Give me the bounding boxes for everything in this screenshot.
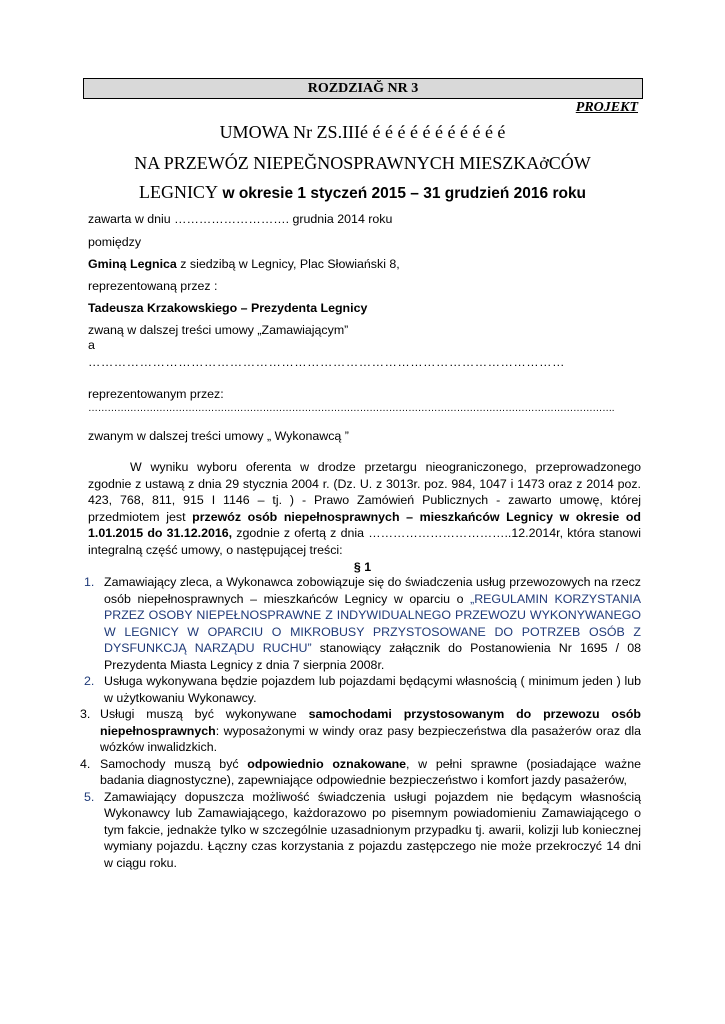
list-item xyxy=(84,673,641,706)
contract-subtitle: NA PRZEWÓZ NIEPEĞNOSPRAWNYCH MIESZKAởCÓW xyxy=(134,153,591,173)
list-item xyxy=(84,789,641,872)
representative-dots: ………………………………………………………………………………………………………………………………………………. xyxy=(88,403,615,414)
item-text-end: : wyposażonymi w windy oraz pasy bezpieczeństwa dla pasażerów oraz dla wózków inwalidzkich. xyxy=(100,723,641,754)
item-text: Zamawiający dopuszcza możliwość świadczenia usługi pojazdem nie będącym własnością Wykonawcy lub Zamawiającego, każdorazowo po pisemnym powiadomieniu Zamawiającego o tym fakcie, jednakże tylko w szczególnie uzasadnionym przypadku tj. awarii, kolizji lub koniecznej wymiany pojazdu. Łączny czas korzystania z pojazdu zastępczego nie może przekroczyć 14 dni w ciągu roku. xyxy=(104,789,641,870)
contract-title: UMOWA Nr ZS.IIIé é é é é é é é é é é é xyxy=(219,122,506,142)
list-item xyxy=(84,574,641,673)
intro-text-1: W wyniku wyboru oferenta w drodze przetargu nieograniczonego, przeprowadzonego zgodnie z ustawą z dnia 29 stycznia 2004 r. (Dz. U. z 3013r. poz. 984, 1047 i 1473 oraz z 2014 poz. 423, 768, 811, 915 I 1146 – tj. ) - Prawo Zamówień Publicznych - zawarto umowę, której przedmiotem jest xyxy=(88,460,641,524)
section-heading: § 1 xyxy=(353,560,372,574)
item-text: Zamawiający zleca, a Wykonawca zobowiązuje się do świadczenia usług przewozowych na rzecz osób niepełnosprawnych – mieszkańców Legnicy w oparciu o xyxy=(104,575,641,606)
chapter-header: ROZDZIAĞ NR 3 xyxy=(83,78,643,99)
item-number: 2. xyxy=(84,674,95,688)
list-item xyxy=(80,706,641,756)
intro-paragraph xyxy=(88,459,641,558)
intro-subject: przewóz osób niepełnosprawnych – mieszkańców Legnicy w okresie od 1.01.2015 do 31.12.2016, xyxy=(88,509,641,540)
item-text: Samochody muszą być xyxy=(100,756,248,771)
item-number: 1. xyxy=(84,575,95,589)
regulation-title: „REGULAMIN KORZYSTANIA PRZEZ OSOBY NIEPEŁNOSPRAWNE Z INDYWIDUALNEGO PRZEWOZU WYKONYWANEGO W LEGNICY W OPARCIU O MIKROBUSY PRZYSTOSOWANE DO POTRZEB OSÓB Z DYSFUNKCJĄ NARZĄDU RUCHU” xyxy=(104,591,641,655)
period-dates: w okresie 1 styczeń 2015 – 31 grudzień 2016 roku xyxy=(222,185,587,202)
intro-text-2: zgodnie z ofertą z dnia ……………………………..12.2014r, która stanowi integralną część umowy, o następującej treści: xyxy=(88,526,641,557)
zawarta-line: zawarta w dniu ………………………. grudnia 2014 roku xyxy=(88,212,393,226)
list-item xyxy=(80,756,641,789)
prezydent-line: Tadeusza Krzakowskiego – Prezydenta Legnicy xyxy=(88,301,368,315)
contract-period xyxy=(0,182,725,203)
contractor-dots: ………………………………………………………………………………………………… xyxy=(88,355,565,369)
item-text: Usługi muszą być wykonywane xyxy=(100,707,309,721)
pomiedzy-line: pomiędzy xyxy=(88,235,142,249)
period-city: LEGNICY xyxy=(138,182,218,202)
gmina-name: Gminą Legnica xyxy=(88,257,177,271)
paragraph-1-list xyxy=(80,574,641,871)
item-text-end: , w pełni sprawne (posiadające ważne badania diagnostyczne), zapewniające odpowiednie bezpieczeństwo i komfort jazdy pasażerów, xyxy=(100,756,641,787)
reprezentowanym-line: reprezentowanym przez: xyxy=(88,387,224,401)
item-text: Usługa wykonywana będzie pojazdem lub pojazdami będącymi własnością ( minimum jeden ) lub w użytkowaniu Wykonawcy. xyxy=(104,674,641,705)
item-bold: samochodami przystosowanym do przewozu osób niepełnosprawnych xyxy=(100,707,641,738)
zwana-line: zwaną w dalszej treści umowy „Zamawiającym” xyxy=(88,323,349,337)
item-number: 4. xyxy=(80,756,91,771)
item-bold: odpowiednio oznakowane xyxy=(247,756,407,771)
gmina-line xyxy=(88,257,400,271)
projekt-label: PROJEKT xyxy=(575,100,638,115)
a-line: a xyxy=(88,338,95,352)
item-number: 5. xyxy=(84,789,95,804)
zwanym-line: zwanym w dalszej treści umowy „ Wykonawcą ” xyxy=(88,429,349,443)
item-text-end: stanowiący załącznik do Postanowienia Nr 1695 / 08 Prezydenta Miasta Legnicy z dnia 7 sierpnia 2008r. xyxy=(104,641,641,672)
reprezentowana-line: reprezentowaną przez : xyxy=(88,279,218,293)
item-number: 3. xyxy=(80,707,91,721)
gmina-address: z siedzibą w Legnicy, Plac Słowiański 8, xyxy=(176,257,400,271)
